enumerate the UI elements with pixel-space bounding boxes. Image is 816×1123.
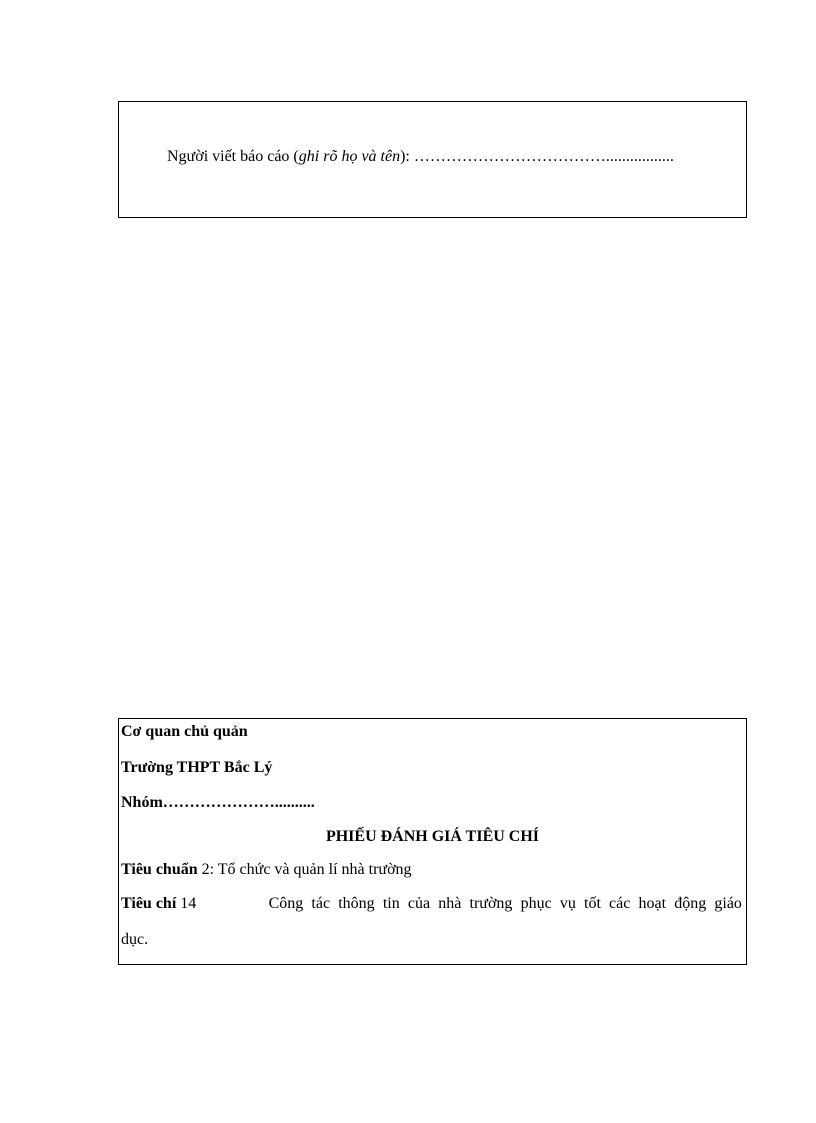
- form-title: PHIẾU ĐÁNH GIÁ TIÊU CHÍ: [325, 828, 540, 845]
- standard-value: 2: Tổ chức và quản lí nhà trường: [197, 861, 412, 878]
- report-writer-fill-dots: ……………………………….................: [413, 148, 674, 165]
- standard-label: Tiêu chuẩn: [121, 861, 198, 878]
- agency-line: Cơ quan chủ quản: [121, 723, 248, 740]
- group-line: Nhóm…………………..........: [121, 794, 315, 811]
- report-writer-line: [167, 148, 674, 166]
- criterion-word: tốt: [584, 895, 601, 912]
- criterion-word: nhà: [438, 895, 462, 912]
- school-line: Trường THPT Bắc Lý: [121, 759, 273, 776]
- criterion-gap: [204, 895, 260, 913]
- criterion-word: các: [609, 895, 631, 912]
- criterion-word: của: [407, 895, 431, 912]
- report-writer-label: Người viết báo cáo (: [167, 148, 299, 165]
- standard-line: [121, 861, 412, 879]
- criterion-word: trường: [469, 895, 513, 912]
- criterion-number: 14: [176, 895, 197, 912]
- criterion-word: giáo: [714, 895, 742, 912]
- criterion-word: tác: [311, 895, 331, 912]
- criterion-word: hoạt: [638, 895, 667, 912]
- criterion-word: Công: [268, 895, 304, 912]
- criterion-continuation: dục.: [121, 931, 149, 948]
- criterion-word: vụ: [559, 895, 576, 912]
- report-writer-box: [118, 101, 747, 218]
- report-writer-label-end: ):: [400, 148, 414, 165]
- criterion-line: [121, 895, 742, 913]
- criterion-word: động: [674, 895, 707, 912]
- criterion-label: Tiêu chí: [121, 895, 177, 912]
- report-writer-hint: ghi rõ họ và tên: [298, 148, 401, 165]
- criterion-form-box: [118, 718, 747, 965]
- criterion-head: [121, 895, 196, 913]
- criterion-word: tin: [382, 895, 400, 912]
- criterion-word: thông: [338, 895, 375, 912]
- criterion-word: phục: [520, 895, 552, 912]
